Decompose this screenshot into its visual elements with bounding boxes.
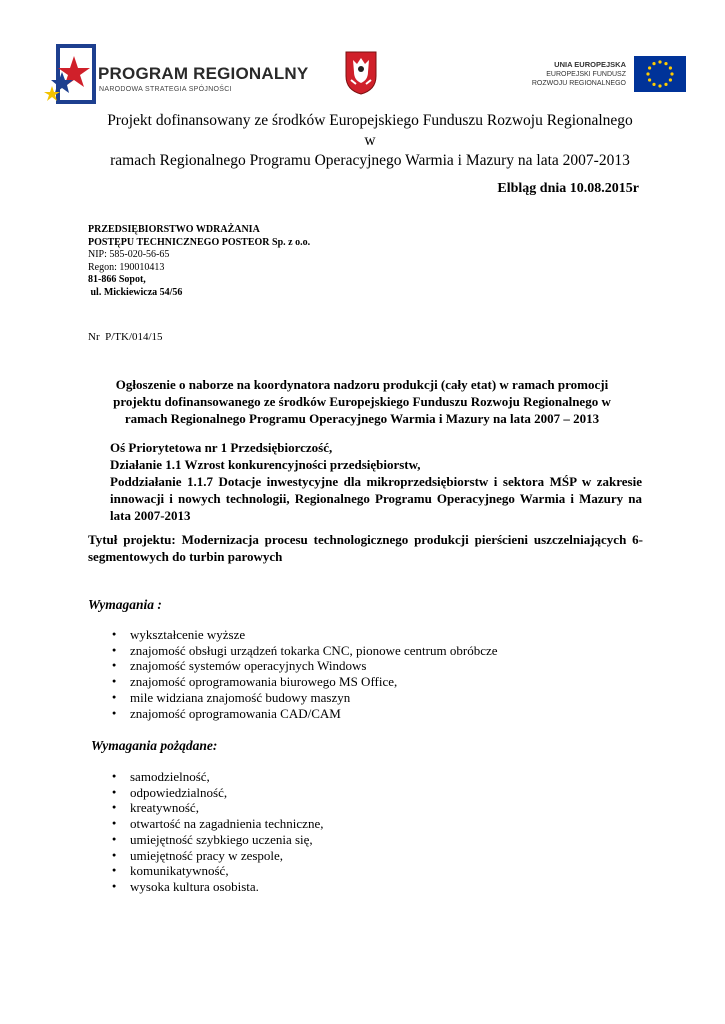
program-regionalny-emblem-icon: [44, 42, 102, 106]
company-nip: NIP: 585-020-56-65: [88, 249, 170, 260]
list-item: ● samodzielność,: [112, 769, 632, 785]
regional-crest-icon: [344, 50, 378, 96]
list-item: ● wysoka kultura osobista.: [112, 879, 632, 895]
announcement-heading: [106, 376, 618, 427]
desired-list: [112, 769, 632, 895]
eu-line2: EUROPEJSKI FUNDUSZ: [546, 71, 626, 78]
list-item: ● mile widziana znajomość budowy maszyn: [112, 690, 632, 706]
priority-block: [110, 439, 642, 524]
intro-line1: Projekt dofinansowany ze środków Europejskiego Funduszu Rozwoju Regionalnego w: [107, 112, 633, 149]
eu-line3: ROZWOJU REGIONALNEGO: [531, 80, 626, 87]
list-item: ● znajomość oprogramowania CAD/CAM: [112, 706, 632, 722]
requirements-list: [112, 627, 632, 721]
list-item: ● otwartość na zagadnienia techniczne,: [112, 816, 632, 832]
program-regionalny-logo: [44, 42, 309, 108]
document-date: Elbląg dnia 10.08.2015r: [497, 181, 639, 196]
eu-flag-icon: [634, 56, 686, 92]
priority-subaction: Poddziałanie 1.1.7 Dotacje inwestycyjne dla mikroprzedsiębiorstw i sektora MŚP w zakresie innowacji i nowych technologii, Regionalnego Programu Operacyjnego Warmia i Mazury na lata 2007-2013: [110, 474, 642, 523]
desired-heading: Wymagania pożądane:: [91, 738, 218, 753]
list-item: ● umiejętność szybkiego uczenia się,: [112, 832, 632, 848]
list-item: ● komunikatywność,: [112, 863, 632, 879]
announcement-line1: Ogłoszenie o naborze na koordynatora nadzoru produkcji (cały etat) w ramach promocji: [115, 377, 609, 392]
intro-line2: ramach Regionalnego Programu Operacyjnego Warmia i Mazury na lata 2007-2013: [110, 152, 630, 169]
program-title: PROGRAM REGIONALNY: [98, 64, 309, 83]
announcement-line2: projektu dofinansowanego ze środków Europejskiego Funduszu Rozwoju Regionalnego w: [113, 394, 611, 409]
program-subtitle: NARODOWA STRATEGIA SPÓJNOŚCI: [99, 86, 232, 93]
list-item: ● znajomość obsługi urządzeń tokarka CNC, pionowe centrum obróbcze: [112, 643, 632, 659]
list-item: ● umiejętność pracy w zespole,: [112, 848, 632, 864]
intro-text: [100, 111, 640, 171]
priority-axis: Oś Priorytetowa nr 1 Przedsiębiorczość,: [110, 440, 333, 455]
company-name-line2: POSTĘPU TECHNICZNEGO POSTEOR Sp. z o.o.: [88, 236, 311, 248]
company-name-line1: PRZEDSIĘBIORSTWO WDRAŻANIA: [88, 224, 260, 235]
company-street: ul. Mickiewicza 54/56: [88, 286, 183, 298]
reference-number: Nr P/TK/014/15: [88, 331, 163, 343]
list-item: ● znajomość oprogramowania biurowego MS Office,: [112, 674, 632, 690]
company-city: 81-866 Sopot,: [88, 274, 146, 285]
list-item: ● wykształcenie wyższe: [112, 627, 632, 643]
eu-line1: UNIA EUROPEJSKA: [554, 60, 626, 69]
list-item: ● kreatywność,: [112, 800, 632, 816]
announcement-line3: ramach Regionalnego Programu Operacyjnego Warmia i Mazury na lata 2007 – 2013: [124, 411, 600, 426]
company-address: [88, 224, 310, 299]
priority-action: Działanie 1.1 Wzrost konkurencyjności przedsiębiorstw,: [110, 457, 421, 472]
list-item: ● odpowiedzialność,: [112, 785, 632, 801]
project-title: Tytuł projektu: Modernizacja procesu technologicznego produkcji pierścieni uszczelniających 6-segmentowych do turbin parowych: [88, 532, 643, 564]
company-regon: Regon: 190010413: [88, 261, 165, 273]
list-item: ● znajomość systemów operacyjnych Windows: [112, 658, 632, 674]
eu-logo: [531, 56, 686, 96]
requirements-heading: Wymagania :: [88, 597, 162, 612]
